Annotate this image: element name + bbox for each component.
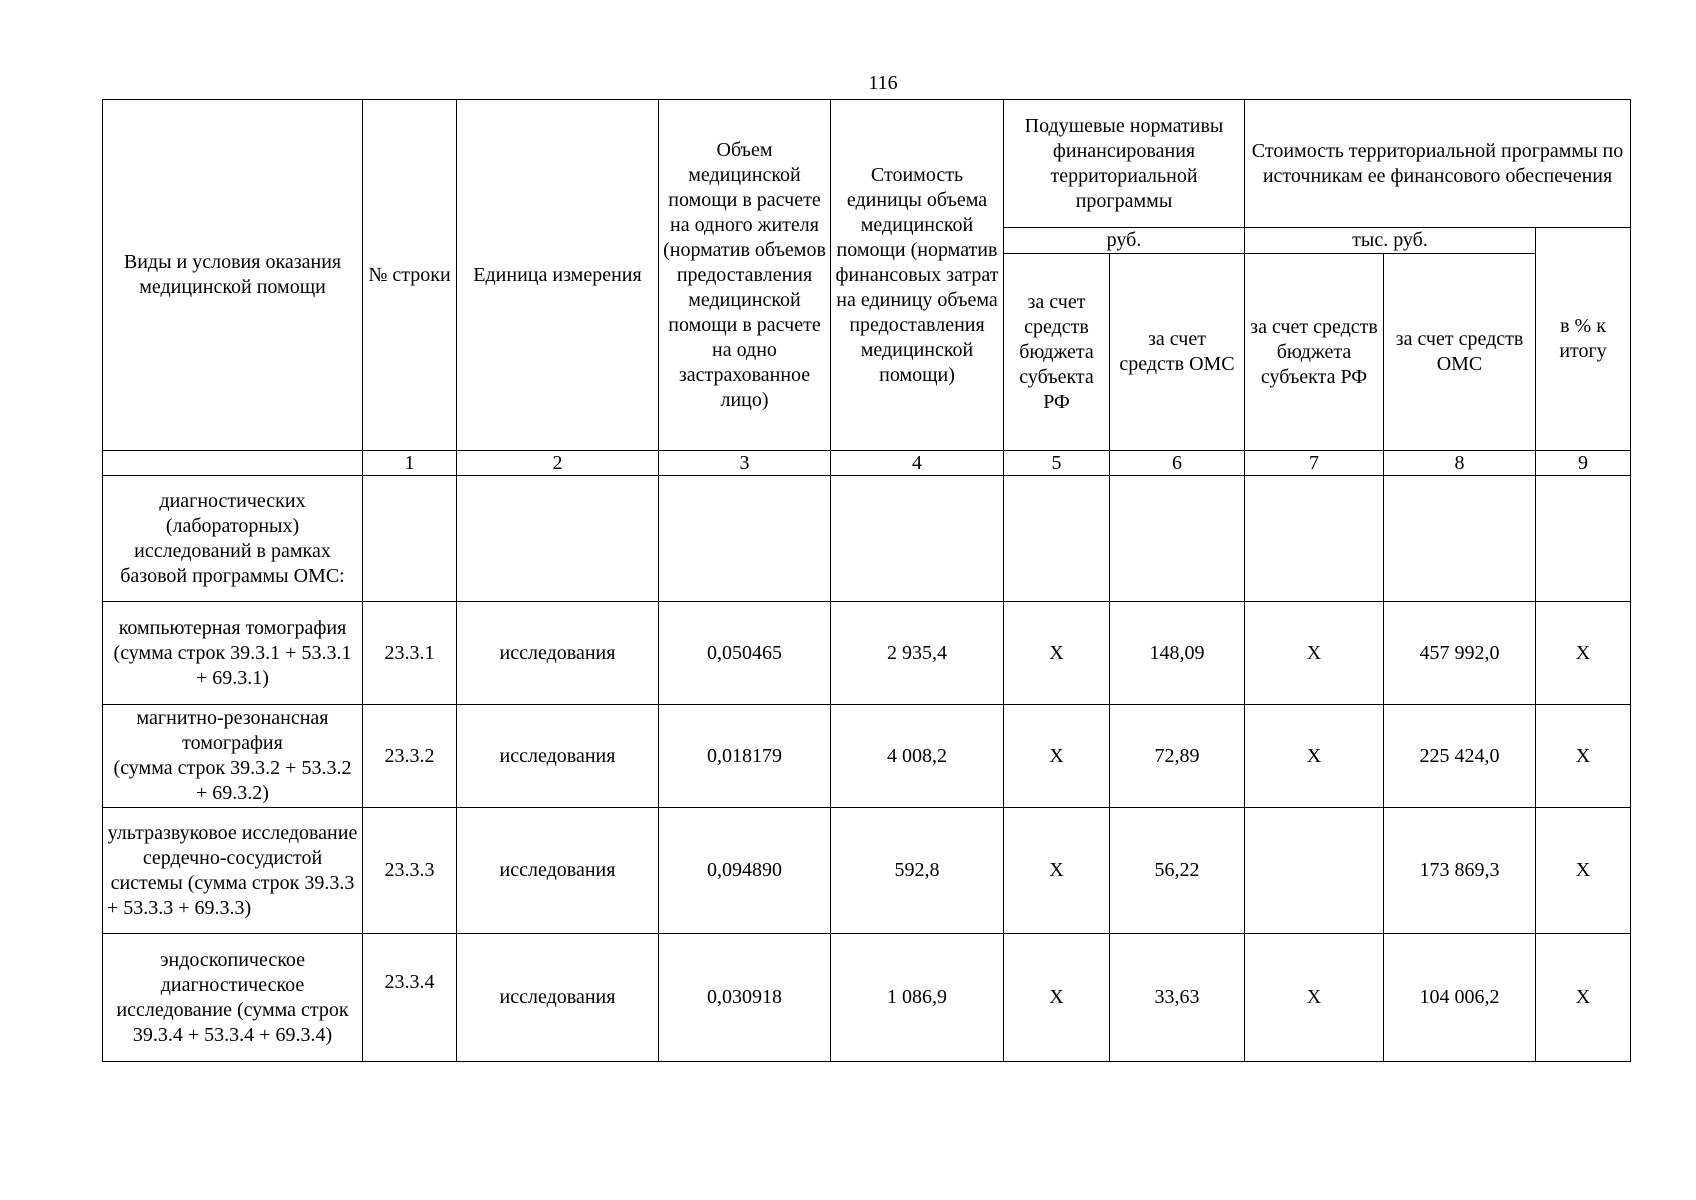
row-cost: 592,8 [831, 808, 1004, 934]
row-label: магнитно-резонансная томография (сумма строк 39.3.2 + 53.3.2 + 69.3.2) [103, 705, 363, 808]
row-oms-thousand: 457 992,0 [1384, 602, 1536, 705]
row-unit: исследования [457, 934, 659, 1062]
row-budget-thousand [1245, 476, 1384, 602]
row-volume: 0,030918 [659, 934, 831, 1062]
row-cost: 4 008,2 [831, 705, 1004, 808]
row-label: компьютерная томография (сумма строк 39.3.1 + 53.3.1 + 69.3.1) [103, 602, 363, 705]
column-number: 5 [1004, 451, 1110, 476]
column-number: 6 [1110, 451, 1245, 476]
row-oms-thousand: 173 869,3 [1384, 808, 1536, 934]
table-row [103, 808, 1631, 934]
row-budget-thousand: Х [1245, 934, 1384, 1062]
row-unit: исследования [457, 808, 659, 934]
row-oms-thousand: 104 006,2 [1384, 934, 1536, 1062]
row-unit [457, 476, 659, 602]
table-row [103, 602, 1631, 705]
table-row [103, 934, 1631, 1062]
row-budget-rub: Х [1004, 705, 1110, 808]
header-kind: Виды и условия оказания медицинской помощи [103, 100, 363, 451]
row-volume: 0,018179 [659, 705, 831, 808]
table-row [103, 705, 1631, 808]
column-number: 1 [363, 451, 457, 476]
row-percent: Х [1536, 934, 1631, 1062]
row-number: 23.3.1 [363, 602, 457, 705]
row-oms-thousand [1384, 476, 1536, 602]
column-number: 8 [1384, 451, 1536, 476]
row-oms-rub: 148,09 [1110, 602, 1245, 705]
row-budget-thousand: Х [1245, 602, 1384, 705]
page-number: 116 [868, 72, 898, 94]
header-unit-thousand-rub: тыс. руб. [1245, 228, 1536, 254]
column-number: 7 [1245, 451, 1384, 476]
column-number: 9 [1536, 451, 1631, 476]
header-unit-rub: руб. [1004, 228, 1245, 254]
row-number: 23.3.4 [363, 934, 457, 1062]
row-number: 23.3.3 [363, 808, 457, 934]
header-group-total: Стоимость территориальной программы по источникам ее финансового обеспечения [1245, 100, 1631, 228]
header-oms-thousand: за счет средств ОМС [1384, 254, 1536, 451]
header-budget-thousand: за счет средств бюджета субъекта РФ [1245, 254, 1384, 451]
row-oms-rub: 72,89 [1110, 705, 1245, 808]
header-oms-rub: за счет средств ОМС [1110, 254, 1245, 451]
header-row-top [103, 100, 1631, 228]
row-budget-thousand [1245, 808, 1384, 934]
row-oms-rub: 33,63 [1110, 934, 1245, 1062]
row-label: ультразвуковое исследование сердечно-сосудистой системы (сумма строк 39.3.3 + 53.3.3 + 69.3.3) [103, 808, 363, 934]
row-percent: Х [1536, 705, 1631, 808]
header-volume: Объем медицинской помощи в расчете на одного жителя (норматив объемов предоставления медицинской помощи в расчете на одно застрахованное лицо) [659, 100, 831, 451]
header-percent: в % к итогу [1536, 228, 1631, 451]
row-percent: Х [1536, 808, 1631, 934]
row-cost: 1 086,9 [831, 934, 1004, 1062]
column-number-empty [103, 451, 363, 476]
row-label: эндоскопическое диагностическое исследование (сумма строк 39.3.4 + 53.3.4 + 69.3.4) [103, 934, 363, 1062]
column-number: 4 [831, 451, 1004, 476]
row-budget-rub: Х [1004, 934, 1110, 1062]
row-volume: 0,050465 [659, 602, 831, 705]
row-budget-rub: Х [1004, 602, 1110, 705]
row-budget-rub: Х [1004, 808, 1110, 934]
row-percent [1536, 476, 1631, 602]
row-volume [659, 476, 831, 602]
row-volume: 0,094890 [659, 808, 831, 934]
header-budget-rub: за счет средств бюджета субъекта РФ [1004, 254, 1110, 451]
row-oms-rub [1110, 476, 1245, 602]
financing-table [102, 99, 1631, 1062]
row-oms-thousand: 225 424,0 [1384, 705, 1536, 808]
table-row [103, 476, 1631, 602]
row-percent: Х [1536, 602, 1631, 705]
row-unit: исследования [457, 602, 659, 705]
row-cost [831, 476, 1004, 602]
row-label: диагностических (лабораторных) исследований в рамках базовой программы ОМС: [103, 476, 363, 602]
column-number: 3 [659, 451, 831, 476]
row-budget-rub [1004, 476, 1110, 602]
row-oms-rub: 56,22 [1110, 808, 1245, 934]
row-number [363, 476, 457, 602]
header-unit: Единица измерения [457, 100, 659, 451]
column-number-row [103, 451, 1631, 476]
header-row-no: № строки [363, 100, 457, 451]
row-unit: исследования [457, 705, 659, 808]
header-group-per-capita: Подушевые нормативы финансирования территориальной программы [1004, 100, 1245, 228]
row-cost: 2 935,4 [831, 602, 1004, 705]
header-cost: Стоимость единицы объема медицинской помощи (норматив финансовых затрат на единицу объема предоставления медицинской помощи) [831, 100, 1004, 451]
row-number: 23.3.2 [363, 705, 457, 808]
column-number: 2 [457, 451, 659, 476]
row-budget-thousand: Х [1245, 705, 1384, 808]
